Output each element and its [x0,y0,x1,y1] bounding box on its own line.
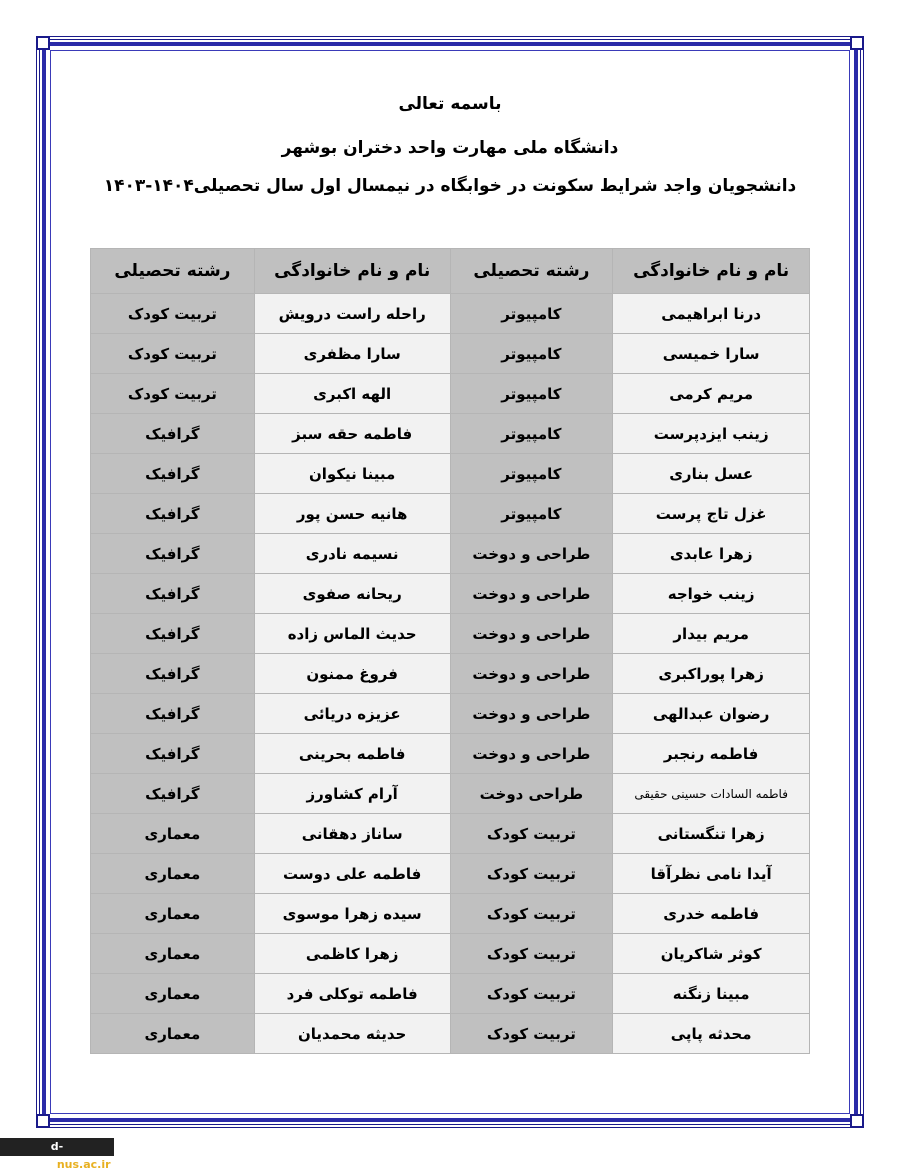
watermark-domain: d-bushehr. [3,1140,64,1171]
cell-name: فاطمه رنجبر [613,734,810,774]
table-row [91,654,810,694]
cell-name2: فاطمه توکلی فرد [254,974,450,1014]
cell-name2: الهه اکبری [254,374,450,414]
cell-major2: گرافیک [91,534,255,574]
cell-name: محدثه پاپی [613,1014,810,1054]
cell-major: طراحی و دوخت [450,534,613,574]
cell-major2: معماری [91,814,255,854]
cell-name2: فاطمه علی دوست [254,854,450,894]
cell-name2: حدیثه محمدیان [254,1014,450,1054]
cell-name: رضوان عبدالهی [613,694,810,734]
table-row [91,574,810,614]
cell-name: زهرا تنگستانی [613,814,810,854]
cell-major: طراحی و دوخت [450,694,613,734]
cell-name2: فروغ ممنون [254,654,450,694]
table-row [91,734,810,774]
table-row [91,814,810,854]
table-row [91,294,810,334]
cell-major2: معماری [91,974,255,1014]
university-heading: دانشگاه ملی مهارت واحد دختران بوشهر [281,138,619,158]
header-major-2: رشته تحصیلی [91,249,255,294]
frame-corner-bottom-right [850,1114,864,1128]
cell-name: زینب خواجه [613,574,810,614]
cell-name: مبینا زنگنه [613,974,810,1014]
cell-major: تربیت کودک [450,974,613,1014]
cell-major: تربیت کودک [450,854,613,894]
cell-name2: ریحانه صفوی [254,574,450,614]
cell-name2: زهرا کاظمی [254,934,450,974]
cell-major: تربیت کودک [450,934,613,974]
cell-major2: تربیت کودک [91,374,255,414]
watermark-suffix: nus.ac.ir [56,1158,111,1171]
cell-major2: گرافیک [91,774,255,814]
cell-name2: عزیزه دریائی [254,694,450,734]
cell-name2: آرام کشاورز [254,774,450,814]
cell-major: کامپیوتر [450,334,613,374]
cell-major2: گرافیک [91,574,255,614]
cell-name2: راحله راست درویش [254,294,450,334]
table-body [91,294,810,1054]
table-row [91,774,810,814]
table-row [91,1014,810,1054]
header-major: رشته تحصیلی [450,249,613,294]
cell-major2: معماری [91,1014,255,1054]
table-header-row [91,249,810,294]
cell-major: طراحی و دوخت [450,574,613,614]
table-row [91,934,810,974]
table-row [91,494,810,534]
cell-major2: معماری [91,934,255,974]
cell-major: تربیت کودک [450,1014,613,1054]
cell-name2: فاطمه حقه سبز [254,414,450,454]
frame-corner-top-left [36,36,50,50]
cell-name: آیدا نامی نظرآقا [613,854,810,894]
cell-name: عسل بناری [613,454,810,494]
table-row [91,334,810,374]
cell-major: طراحی و دوخت [450,614,613,654]
site-watermark [0,1138,114,1171]
cell-major2: گرافیک [91,694,255,734]
table-row [91,414,810,454]
cell-name: فاطمه خدری [613,894,810,934]
cell-name2: مبینا نیکوان [254,454,450,494]
cell-major: کامپیوتر [450,374,613,414]
cell-major2: گرافیک [91,614,255,654]
table-row [91,894,810,934]
cell-name: زهرا عابدی [613,534,810,574]
cell-name2: فاطمه بحرینی [254,734,450,774]
table-row [91,374,810,414]
table-row [91,534,810,574]
cell-major2: گرافیک [91,414,255,454]
dormitory-students-table [90,248,810,1054]
cell-name: غزل تاج پرست [613,494,810,534]
cell-major2: گرافیک [91,734,255,774]
cell-major: تربیت کودک [450,894,613,934]
cell-major: کامپیوتر [450,454,613,494]
table-row [91,614,810,654]
cell-name: درنا ابراهیمی [613,294,810,334]
header-name: نام و نام خانوادگی [613,249,810,294]
cell-major: کامپیوتر [450,414,613,454]
cell-major2: تربیت کودک [91,334,255,374]
invocation-heading: باسمه تعالی [398,94,502,114]
cell-name2: ساناز دهقانی [254,814,450,854]
cell-name: کوثر شاکریان [613,934,810,974]
frame-corner-bottom-left [36,1114,50,1128]
cell-name2: هانیه حسن پور [254,494,450,534]
cell-name: زهرا پوراکبری [613,654,810,694]
cell-name: سارا خمیسی [613,334,810,374]
table-row [91,974,810,1014]
cell-major2: معماری [91,894,255,934]
cell-major2: تربیت کودک [91,294,255,334]
cell-major2: گرافیک [91,454,255,494]
cell-name2: نسیمه نادری [254,534,450,574]
cell-major2: گرافیک [91,494,255,534]
document-title: دانشجویان واجد شرایط سکونت در خوابگاه در نیمسال اول سال تحصیلی۱۴۰۴-۱۴۰۳ [103,176,797,196]
cell-name: زینب ایزدپرست [613,414,810,454]
cell-major2: معماری [91,854,255,894]
table-row [91,694,810,734]
table-row [91,854,810,894]
cell-major: طراحی و دوخت [450,654,613,694]
cell-major: کامپیوتر [450,294,613,334]
cell-name: مریم کرمی [613,374,810,414]
cell-name2: سارا مظفری [254,334,450,374]
table-row [91,454,810,494]
cell-major: طراحی دوخت [450,774,613,814]
cell-major: کامپیوتر [450,494,613,534]
cell-name2: سیده زهرا موسوی [254,894,450,934]
cell-major: تربیت کودک [450,814,613,854]
cell-name2: حدیث الماس زاده [254,614,450,654]
cell-name: مریم بیدار [613,614,810,654]
cell-major: طراحی و دوخت [450,734,613,774]
cell-name: فاطمه السادات حسینی حقیقی [613,774,810,814]
header-name-2: نام و نام خانوادگی [254,249,450,294]
frame-corner-top-right [850,36,864,50]
cell-major2: گرافیک [91,654,255,694]
